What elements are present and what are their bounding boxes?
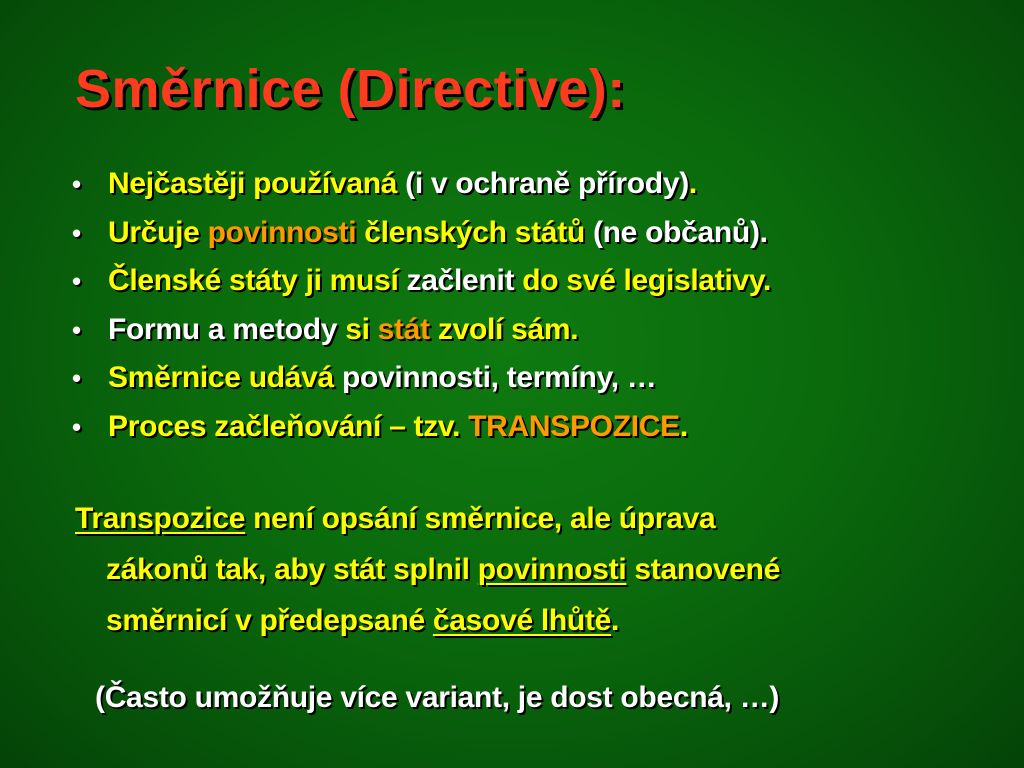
bullet-segment: Nejčastěji používaná [108, 167, 398, 200]
bullet-segment: do své legislativy. [514, 264, 772, 297]
paragraph-line [75, 544, 975, 595]
bullet-item [72, 209, 771, 258]
bullet-segment: začlenit [398, 264, 515, 297]
transposition-paragraph [75, 493, 975, 646]
bullet-icon: • [72, 266, 81, 296]
bullet-segment: si [345, 312, 378, 346]
bullet-segment: Formu a metody [108, 312, 346, 346]
bullet-icon: • [72, 411, 81, 442]
bullet-segment: (i v ochraně přírody) [397, 167, 689, 200]
bullet-segment: povinnosti [207, 215, 357, 249]
bullet-item [72, 160, 771, 209]
casove-lhute-term: časové lhůtě [432, 604, 612, 637]
bullet-segment: stát [377, 312, 430, 346]
bullet-segment: Proces začleňování – tzv. [108, 409, 469, 443]
bullet-item [72, 257, 771, 306]
bullet-item [72, 306, 771, 355]
bullet-icon: • [72, 217, 81, 248]
paragraph-text: zákonů tak, aby stát splnil [106, 553, 478, 586]
bullet-icon: • [72, 363, 81, 393]
paragraph-text: . [611, 604, 620, 637]
paragraph-text: stanovené [626, 553, 781, 586]
bullet-icon: • [72, 314, 81, 345]
bullet-segment: . [688, 167, 697, 200]
paragraph-text: není opsání směrnice, ale úprava [245, 502, 716, 535]
bullet-segment: členských států [356, 215, 585, 249]
bullet-segment: (ne občanů). [584, 215, 768, 249]
bullet-segment: Určuje [108, 215, 208, 249]
bullet-item [72, 354, 771, 403]
paragraph-line [75, 493, 975, 544]
bullet-segment: Směrnice udává [108, 361, 334, 394]
bullet-icon: • [72, 169, 81, 199]
transpozice-term: Transpozice [75, 502, 246, 535]
povinnosti-term: povinnosti [477, 553, 627, 586]
bullet-segment: povinnosti, termíny, … [333, 361, 657, 394]
bullet-segment: Členské státy ji musí [108, 264, 399, 297]
bullet-segment: zvolí sám. [429, 312, 579, 346]
paragraph-line [75, 595, 975, 646]
bullet-segment: TRANSPOZICE [468, 409, 680, 443]
footer-note: (Často umožňuje více variant, je dost obecná, …) [95, 681, 780, 714]
bullet-item [72, 403, 771, 452]
slide-title: Směrnice (Directive): [75, 59, 626, 119]
bullet-list [72, 160, 771, 451]
paragraph-text: směrnicí v předepsané [106, 604, 433, 637]
bullet-segment: . [679, 409, 688, 443]
